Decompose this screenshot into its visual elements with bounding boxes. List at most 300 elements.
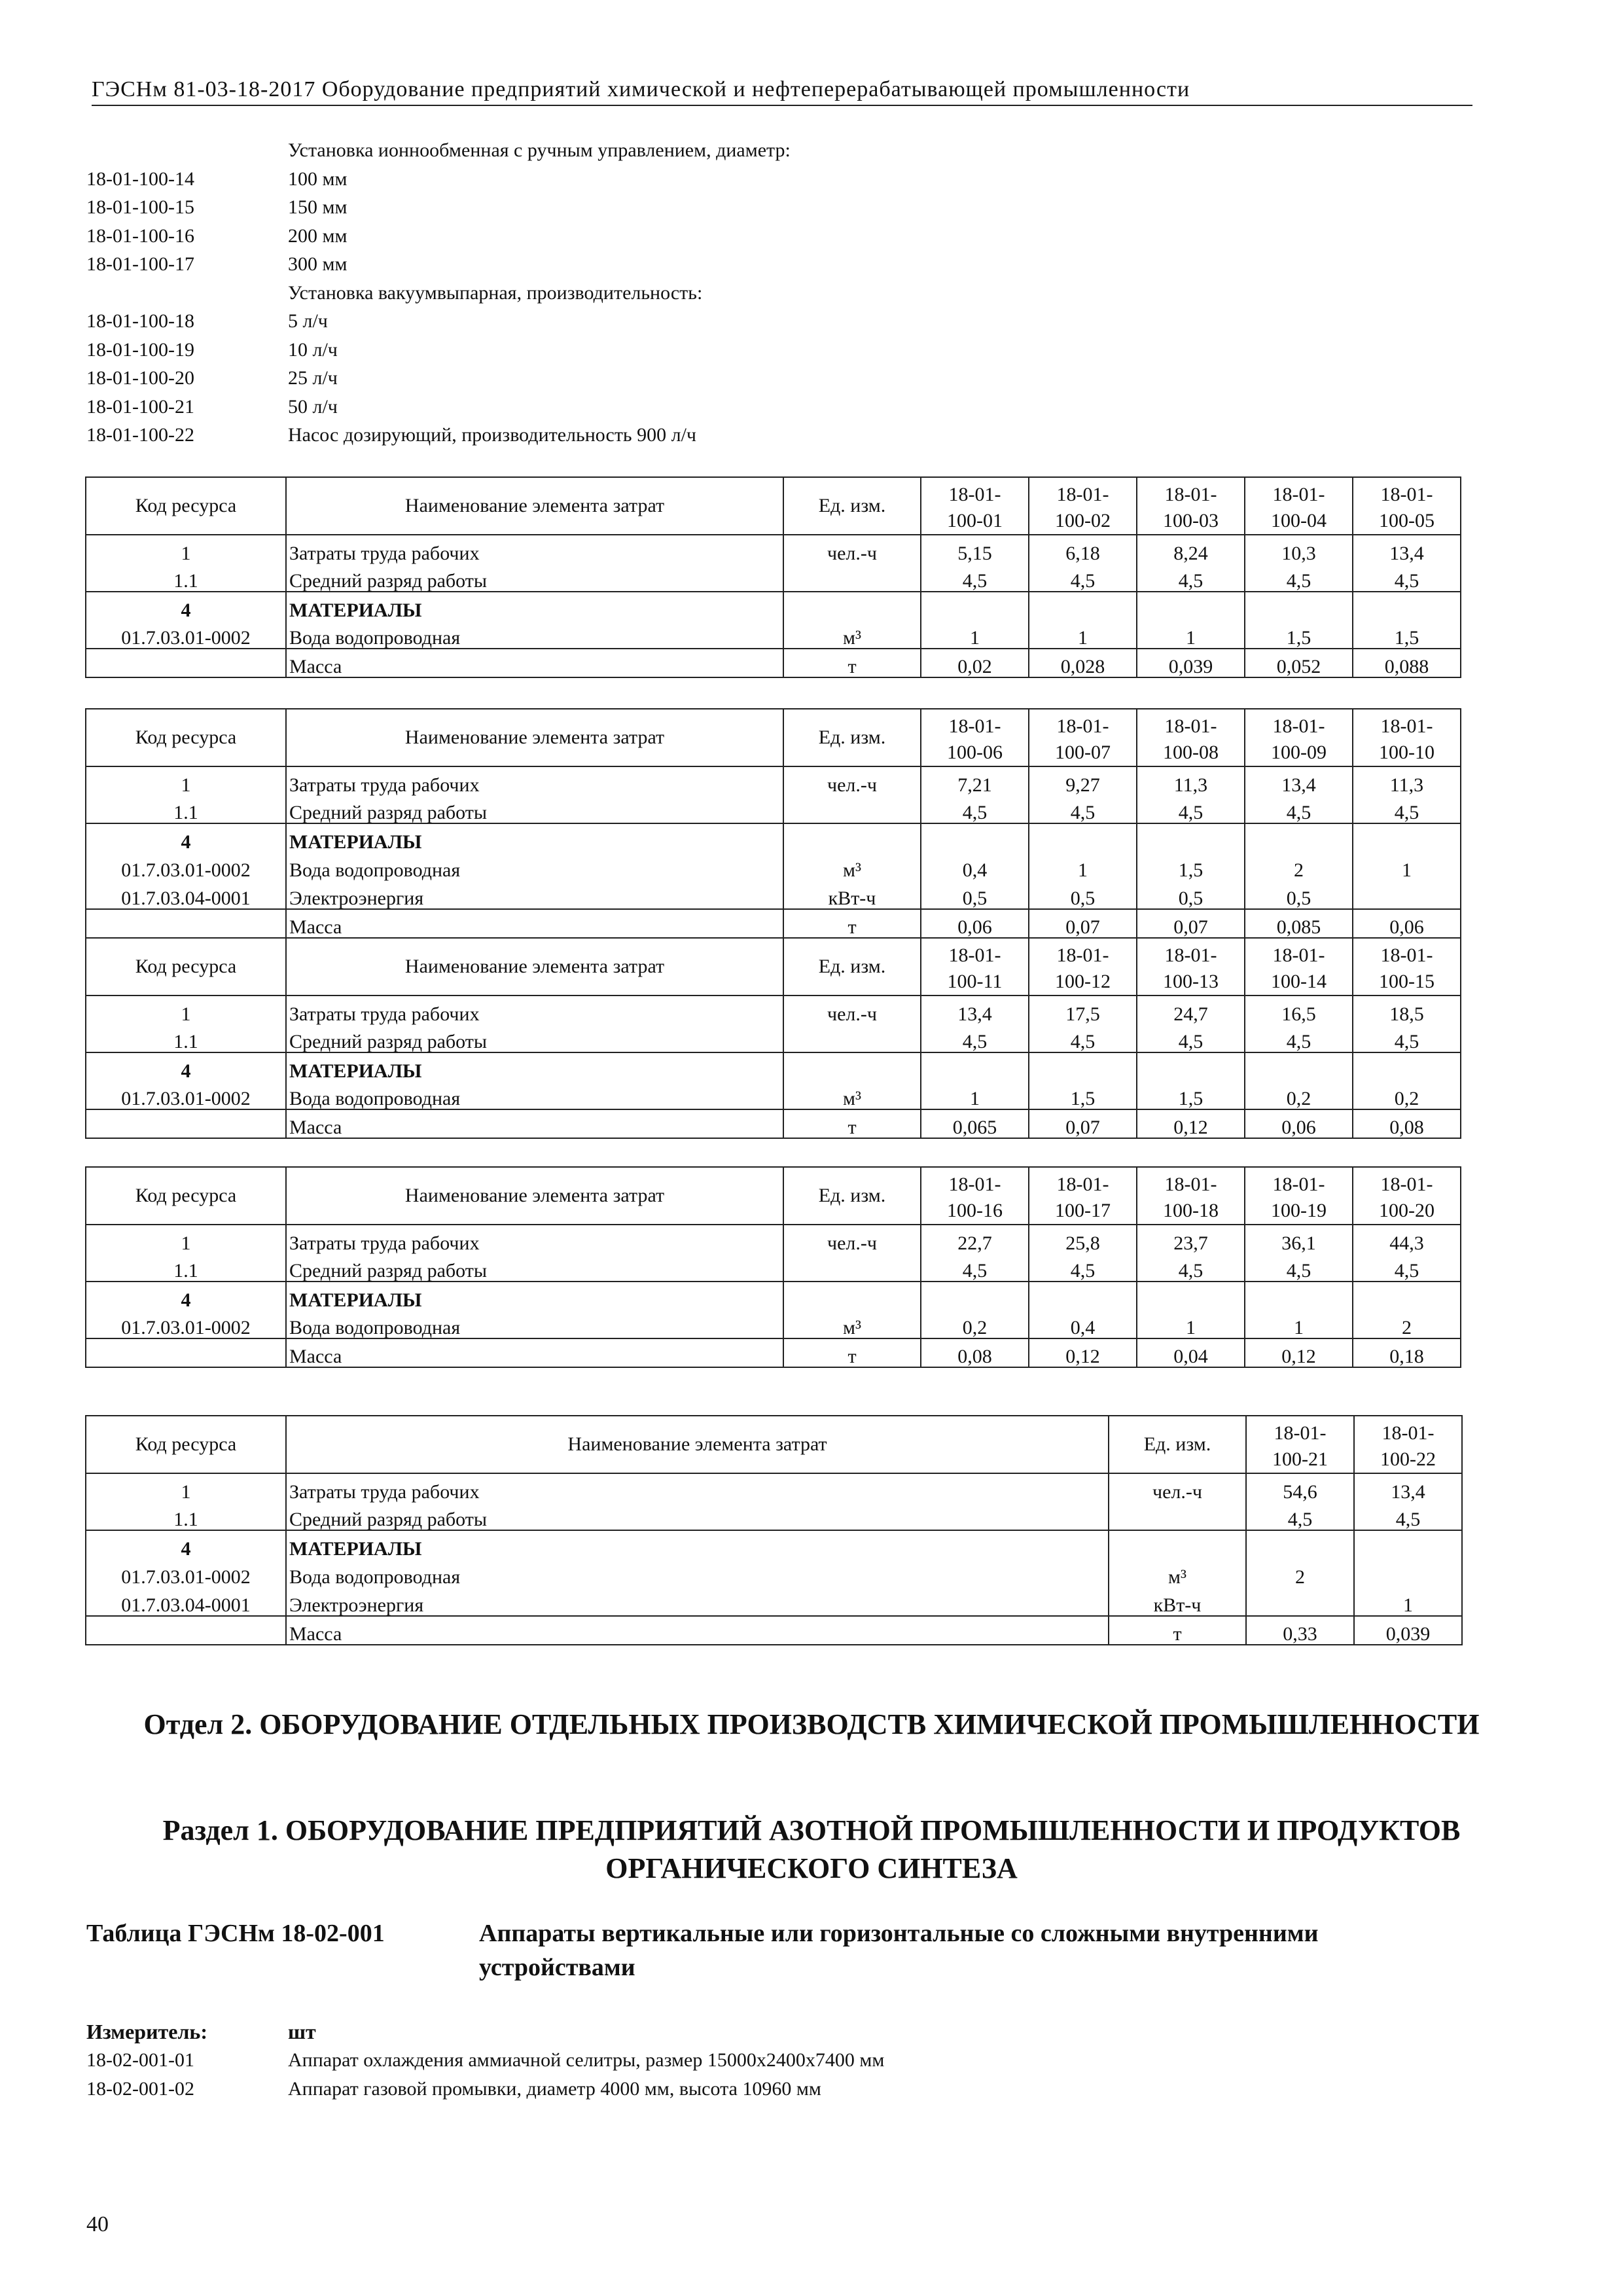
intro-row: [86, 364, 1395, 393]
rate-value: 4,5: [1245, 795, 1353, 824]
rate-value: 13,4: [1353, 535, 1461, 564]
header-name: Наименование элемента затрат: [286, 477, 783, 535]
table-row: [86, 564, 1461, 592]
table-row: [86, 909, 1461, 938]
measure-block: [86, 2017, 1461, 2104]
rate-code-line: 100-10: [1379, 742, 1435, 763]
header-rate-code: [1245, 1167, 1353, 1225]
rate-value: 1,5: [1353, 620, 1461, 649]
table-row: [86, 649, 1461, 677]
rate-value: 10,3: [1245, 535, 1353, 564]
cost-element-name: Затраты труда рабочих: [286, 1473, 1109, 1502]
cost-element-name: Масса: [286, 1338, 783, 1367]
rate-value: 1: [1353, 852, 1461, 881]
rate-value: 13,4: [1354, 1473, 1462, 1502]
rate-value: 4,5: [1354, 1502, 1462, 1531]
rate-value: 4,5: [1353, 795, 1461, 824]
intro-list: [86, 136, 1395, 450]
table-row: [86, 1473, 1462, 1502]
cost-element-name: Вода водопроводная: [286, 1081, 783, 1110]
unit: м³: [783, 852, 921, 881]
rate-value: 0,18: [1353, 1338, 1461, 1367]
intro-row: [86, 165, 1395, 194]
intro-code: [86, 279, 288, 308]
cost-element-name: Вода водопроводная: [286, 1310, 783, 1339]
intro-text: 100 мм: [288, 168, 348, 190]
header-rate-code: [921, 1167, 1029, 1225]
rate-value: 0,5: [1137, 880, 1245, 909]
rate-value: [1353, 823, 1461, 852]
rate-code-line: 100-14: [1271, 971, 1327, 992]
rate-value: [1353, 1282, 1461, 1310]
rate-value: 4,5: [1137, 564, 1245, 592]
table-row: [86, 1253, 1461, 1282]
measure-item: [86, 2046, 1461, 2075]
rate-code-line: 100-18: [1163, 1200, 1219, 1221]
rate-value: [1137, 1282, 1245, 1310]
rate-value: 2: [1353, 1310, 1461, 1339]
rate-value: 4,5: [1353, 1024, 1461, 1053]
resource-table: [85, 937, 1461, 1139]
table-header-row: [86, 477, 1461, 535]
rate-value: 1: [921, 1081, 1029, 1110]
table-row: [86, 1559, 1462, 1588]
rate-code-line: 100-09: [1271, 742, 1327, 763]
table-row: [86, 620, 1461, 649]
unit: м³: [783, 620, 921, 649]
header-rate-code: [1353, 709, 1461, 766]
rate-value: 4,5: [921, 1024, 1029, 1053]
header-code: Код ресурса: [86, 709, 286, 766]
intro-row: [86, 393, 1395, 422]
rate-value: [1029, 1052, 1137, 1081]
rate-value: 0,08: [921, 1338, 1029, 1367]
rate-value: 0,06: [1353, 909, 1461, 938]
rate-value: 0,028: [1029, 649, 1137, 677]
resource-code: [86, 1109, 286, 1138]
resource-code: 1: [86, 996, 286, 1024]
rate-code-line: 100-02: [1055, 510, 1111, 531]
rate-value: 9,27: [1029, 766, 1137, 795]
rate-value: [921, 592, 1029, 620]
rate-code-line: 100-08: [1163, 742, 1219, 763]
unit: т: [1109, 1616, 1246, 1645]
rate-value: 1,5: [1245, 620, 1353, 649]
rate-code-line: 18-01-: [1380, 944, 1433, 966]
rate-value: 0,4: [1029, 1310, 1137, 1339]
rate-code-line: 18-01-: [1056, 1174, 1109, 1195]
resource-code: 01.7.03.04-0001: [86, 1587, 286, 1616]
rate-code-line: 18-01-: [1380, 484, 1433, 505]
rate-value: [1245, 592, 1353, 620]
table-header-row: [86, 709, 1461, 766]
unit: чел.-ч: [783, 535, 921, 564]
cost-element-name: Вода водопроводная: [286, 620, 783, 649]
intro-text: 25 л/ч: [288, 367, 338, 389]
rate-value: 0,02: [921, 649, 1029, 677]
rate-code-line: 18-01-: [1382, 1422, 1435, 1444]
cost-element-name: МАТЕРИАЛЫ: [286, 592, 783, 620]
measure-value: шт: [288, 2020, 316, 2043]
header-name: Наименование элемента затрат: [286, 938, 783, 996]
intro-code: 18-01-100-14: [86, 168, 194, 190]
cost-element-name: МАТЕРИАЛЫ: [286, 1282, 783, 1310]
resource-code: 01.7.03.01-0002: [86, 1310, 286, 1339]
table-row: [86, 1338, 1461, 1367]
header-rate-code: [921, 938, 1029, 996]
resource-code: 4: [86, 1052, 286, 1081]
resource-code: [86, 649, 286, 677]
rate-code-line: 18-01-: [1164, 944, 1217, 966]
unit: т: [783, 1338, 921, 1367]
unit: кВт-ч: [783, 880, 921, 909]
cost-element-name: Затраты труда рабочих: [286, 996, 783, 1024]
intro-row: [86, 336, 1395, 365]
unit: [783, 564, 921, 592]
cost-element-name: Средний разряд работы: [286, 564, 783, 592]
rate-code-line: 100-19: [1271, 1200, 1327, 1221]
intro-row: [86, 421, 1395, 450]
rate-value: [1354, 1530, 1462, 1559]
intro-code: 18-01-100-15: [86, 196, 194, 218]
cost-element-name: Вода водопроводная: [286, 852, 783, 881]
rate-code-line: 18-01-: [1272, 715, 1325, 737]
rate-value: 4,5: [1245, 1024, 1353, 1053]
cost-element-name: Масса: [286, 1616, 1109, 1645]
table-row: [86, 592, 1461, 620]
header-rate-code: [1353, 938, 1461, 996]
table-row: [86, 1502, 1462, 1531]
table-label: Таблица ГЭСНм 18-02-001: [86, 1920, 385, 1947]
rate-code-line: 18-01-: [1164, 715, 1217, 737]
rate-value: 0,12: [1029, 1338, 1137, 1367]
rate-value: 1: [1029, 852, 1137, 881]
rate-code-line: 18-01-: [1056, 715, 1109, 737]
rate-value: [1245, 1282, 1353, 1310]
resource-code: 1.1: [86, 564, 286, 592]
rate-code-line: 18-01-: [948, 1174, 1001, 1195]
rate-value: 4,5: [921, 564, 1029, 592]
rate-value: 0,06: [921, 909, 1029, 938]
resource-code: 1: [86, 766, 286, 795]
rate-code-line: 100-17: [1055, 1200, 1111, 1221]
rate-value: 4,5: [1029, 1253, 1137, 1282]
intro-code: [86, 136, 288, 165]
header-name: Наименование элемента затрат: [286, 709, 783, 766]
rate-value: 1,5: [1137, 1081, 1245, 1110]
rate-value: 2: [1246, 1559, 1354, 1588]
unit: [783, 592, 921, 620]
unit: т: [783, 649, 921, 677]
unit: чел.-ч: [783, 996, 921, 1024]
table-header-row: [86, 1416, 1462, 1473]
cost-element-name: Затраты труда рабочих: [286, 1225, 783, 1253]
rate-value: 0,039: [1354, 1616, 1462, 1645]
table-row: [86, 1282, 1461, 1310]
rate-value: 4,5: [1137, 795, 1245, 824]
measure-row: [86, 2017, 1461, 2046]
rate-value: [1137, 592, 1245, 620]
intro-text: 50 л/ч: [288, 395, 338, 418]
rate-value: 0,07: [1029, 909, 1137, 938]
rate-value: 0,2: [1353, 1081, 1461, 1110]
rate-value: 0,065: [921, 1109, 1029, 1138]
rate-value: [1029, 823, 1137, 852]
resource-code: 4: [86, 1530, 286, 1559]
rate-code-line: 100-21: [1272, 1448, 1328, 1470]
intro-text: 200 мм: [288, 224, 348, 247]
table-row: [86, 1052, 1461, 1081]
rate-value: 2: [1245, 852, 1353, 881]
rate-value: [1029, 592, 1137, 620]
unit: [1109, 1530, 1246, 1559]
cost-element-name: Масса: [286, 649, 783, 677]
resource-code: 01.7.03.01-0002: [86, 852, 286, 881]
rate-value: 1,5: [1137, 852, 1245, 881]
rate-value: [921, 1052, 1029, 1081]
header-name: Наименование элемента затрат: [286, 1416, 1109, 1473]
header-code: Код ресурса: [86, 1416, 286, 1473]
rate-value: 4,5: [1245, 564, 1353, 592]
intro-code: 18-01-100-16: [86, 224, 194, 247]
rate-value: 1: [1137, 620, 1245, 649]
intro-text: 150 мм: [288, 196, 348, 218]
rate-value: 0,06: [1245, 1109, 1353, 1138]
rate-value: 4,5: [1353, 564, 1461, 592]
unit: [783, 1253, 921, 1282]
rate-value: [921, 1282, 1029, 1310]
table-row: [86, 880, 1461, 909]
rate-value: 4,5: [1137, 1024, 1245, 1053]
header-rate-code: [1353, 477, 1461, 535]
page-number: 40: [86, 2212, 109, 2236]
header-unit: Ед. изм.: [783, 709, 921, 766]
resource-code: [86, 909, 286, 938]
rate-value: 4,5: [1029, 564, 1137, 592]
rate-value: 0,33: [1246, 1616, 1354, 1645]
razdel-heading: Раздел 1. ОБОРУДОВАНИЕ ПРЕДПРИЯТИЙ АЗОТНОЙ ПРОМЫШЛЕННОСТИ И ПРОДУКТОВ ОРГАНИЧЕСКОГО СИНТЕЗА: [162, 1814, 1461, 1884]
rate-code-line: 100-01: [947, 510, 1003, 531]
resource-code: 1.1: [86, 1253, 286, 1282]
resource-table: [85, 476, 1461, 678]
resource-code: [86, 1616, 286, 1645]
rate-value: [921, 823, 1029, 852]
cost-element-name: МАТЕРИАЛЫ: [286, 823, 783, 852]
resource-code: 4: [86, 1282, 286, 1310]
rate-value: 13,4: [1245, 766, 1353, 795]
rate-value: 36,1: [1245, 1225, 1353, 1253]
rate-value: 13,4: [921, 996, 1029, 1024]
unit: кВт-ч: [1109, 1587, 1246, 1616]
header-unit: Ед. изм.: [783, 1167, 921, 1225]
cost-element-name: Электроэнергия: [286, 880, 783, 909]
unit: т: [783, 909, 921, 938]
resource-code: 1: [86, 1225, 286, 1253]
cost-element-name: Средний разряд работы: [286, 1253, 783, 1282]
header-rate-code: [1029, 938, 1137, 996]
header-rate-code: [1029, 477, 1137, 535]
rate-value: 0,07: [1137, 909, 1245, 938]
rate-code-line: 18-01-: [1272, 1174, 1325, 1195]
table-row: [86, 1530, 1462, 1559]
rate-value: 44,3: [1353, 1225, 1461, 1253]
header-rate-code: [1137, 938, 1245, 996]
header-rate-code: [1246, 1416, 1354, 1473]
intro-code: 18-01-100-20: [86, 367, 194, 389]
table-row: [86, 823, 1461, 852]
cost-element-name: Вода водопроводная: [286, 1559, 1109, 1588]
intro-code: 18-01-100-19: [86, 338, 194, 361]
resource-table: [85, 1166, 1461, 1368]
intro-text: Установка вакуумвыпарная, производительность:: [288, 281, 703, 304]
rate-value: 0,5: [921, 880, 1029, 909]
header-rate-code: [1137, 477, 1245, 535]
rate-code-line: 100-12: [1055, 971, 1111, 992]
unit: [1109, 1502, 1246, 1531]
header-code: Код ресурса: [86, 1167, 286, 1225]
rate-code-line: 100-11: [947, 971, 1003, 992]
rate-value: 0,5: [1029, 880, 1137, 909]
rate-value: 4,5: [1029, 1024, 1137, 1053]
table-row: [86, 795, 1461, 824]
rate-value: 0,07: [1029, 1109, 1137, 1138]
resource-code: 01.7.03.01-0002: [86, 1081, 286, 1110]
rate-value: 0,4: [921, 852, 1029, 881]
rate-code-line: 100-15: [1379, 971, 1435, 992]
rate-value: 0,08: [1353, 1109, 1461, 1138]
table-header-row: [86, 938, 1461, 996]
rate-value: 4,5: [1353, 1253, 1461, 1282]
rate-value: 1: [1354, 1587, 1462, 1616]
header-rate-code: [1137, 709, 1245, 766]
cost-element-name: Средний разряд работы: [286, 795, 783, 824]
rate-value: 0,085: [1245, 909, 1353, 938]
table-row: [86, 535, 1461, 564]
rate-code-line: 18-01-: [1274, 1422, 1327, 1444]
intro-row: [86, 222, 1395, 251]
rate-code-line: 18-01-: [948, 715, 1001, 737]
unit: т: [783, 1109, 921, 1138]
header-unit: Ед. изм.: [783, 477, 921, 535]
header-rate-code: [1245, 938, 1353, 996]
header-code: Код ресурса: [86, 938, 286, 996]
rate-value: 0,039: [1137, 649, 1245, 677]
rate-value: [1137, 823, 1245, 852]
rate-value: 0,04: [1137, 1338, 1245, 1367]
cost-element-name: Электроэнергия: [286, 1587, 1109, 1616]
intro-row: [86, 193, 1395, 222]
unit: чел.-ч: [783, 766, 921, 795]
table-row: [86, 852, 1461, 881]
header-unit: Ед. изм.: [1109, 1416, 1246, 1473]
rate-value: 16,5: [1245, 996, 1353, 1024]
rate-code-line: 100-05: [1379, 510, 1435, 531]
rate-value: 1: [1029, 620, 1137, 649]
header-code: Код ресурса: [86, 477, 286, 535]
measure-item-text: Аппарат охлаждения аммиачной селитры, размер 15000х2400х7400 мм: [288, 2049, 885, 2071]
rate-code-line: 100-04: [1271, 510, 1327, 531]
rate-code-line: 100-20: [1379, 1200, 1435, 1221]
resource-table: [85, 1415, 1463, 1645]
intro-row: [86, 307, 1395, 336]
rate-code-line: 18-01-: [1380, 715, 1433, 737]
intro-text: 10 л/ч: [288, 338, 338, 361]
rate-code-line: 100-22: [1380, 1448, 1436, 1470]
rate-value: 54,6: [1246, 1473, 1354, 1502]
intro-text: Установка ионнообменная с ручным управлением, диаметр:: [288, 139, 791, 161]
rate-value: [1245, 1052, 1353, 1081]
resource-code: 01.7.03.01-0002: [86, 1559, 286, 1588]
rate-code-line: 100-13: [1163, 971, 1219, 992]
table-row: [86, 996, 1461, 1024]
unit: [783, 823, 921, 852]
resource-code: 4: [86, 592, 286, 620]
rate-value: 0,12: [1137, 1109, 1245, 1138]
rate-value: 18,5: [1353, 996, 1461, 1024]
rate-value: [1029, 1282, 1137, 1310]
intro-text: 300 мм: [288, 253, 348, 275]
intro-code: 18-01-100-17: [86, 253, 194, 275]
resource-table: [85, 708, 1461, 939]
intro-text: 5 л/ч: [288, 310, 328, 332]
resource-code: 1: [86, 535, 286, 564]
rate-value: 0,088: [1353, 649, 1461, 677]
intro-code: 18-01-100-21: [86, 395, 194, 418]
intro-text: Насос дозирующий, производительность 900 л/ч: [288, 424, 697, 446]
rate-value: 4,5: [1137, 1253, 1245, 1282]
rate-value: 1: [1137, 1310, 1245, 1339]
header-name: Наименование элемента затрат: [286, 1167, 783, 1225]
table-row: [86, 1587, 1462, 1616]
intro-row: [86, 136, 1395, 165]
intro-code: 18-01-100-22: [86, 424, 194, 446]
rate-value: 4,5: [1029, 795, 1137, 824]
rate-value: 0,5: [1245, 880, 1353, 909]
rate-value: 5,15: [921, 535, 1029, 564]
rate-code-line: 18-01-: [1272, 944, 1325, 966]
resource-code: 1.1: [86, 1502, 286, 1531]
table-row: [86, 1225, 1461, 1253]
header-rate-code: [1029, 709, 1137, 766]
rate-code-line: 18-01-: [1056, 484, 1109, 505]
rate-value: 4,5: [921, 1253, 1029, 1282]
rate-value: [1245, 823, 1353, 852]
measure-item-code: 18-02-001-02: [86, 2078, 194, 2100]
measure-label: Измеритель:: [86, 2020, 207, 2043]
table-row: [86, 1310, 1461, 1339]
rate-code-line: 18-01-: [1272, 484, 1325, 505]
intro-code: 18-01-100-18: [86, 310, 194, 332]
rate-value: 0,12: [1245, 1338, 1353, 1367]
rate-code-line: 100-16: [947, 1200, 1003, 1221]
rate-value: 0,052: [1245, 649, 1353, 677]
table-row: [86, 1616, 1462, 1645]
resource-code: 01.7.03.04-0001: [86, 880, 286, 909]
table-row: [86, 1081, 1461, 1110]
table-row: [86, 766, 1461, 795]
rate-value: 4,5: [921, 795, 1029, 824]
rate-value: 17,5: [1029, 996, 1137, 1024]
rate-code-line: 18-01-: [948, 944, 1001, 966]
header-rate-code: [1353, 1167, 1461, 1225]
resource-code: 01.7.03.01-0002: [86, 620, 286, 649]
rate-value: 11,3: [1137, 766, 1245, 795]
unit: чел.-ч: [783, 1225, 921, 1253]
header-rate-code: [1245, 709, 1353, 766]
rate-value: 4,5: [1246, 1502, 1354, 1531]
cost-element-name: Средний разряд работы: [286, 1502, 1109, 1531]
rate-code-line: 100-07: [1055, 742, 1111, 763]
